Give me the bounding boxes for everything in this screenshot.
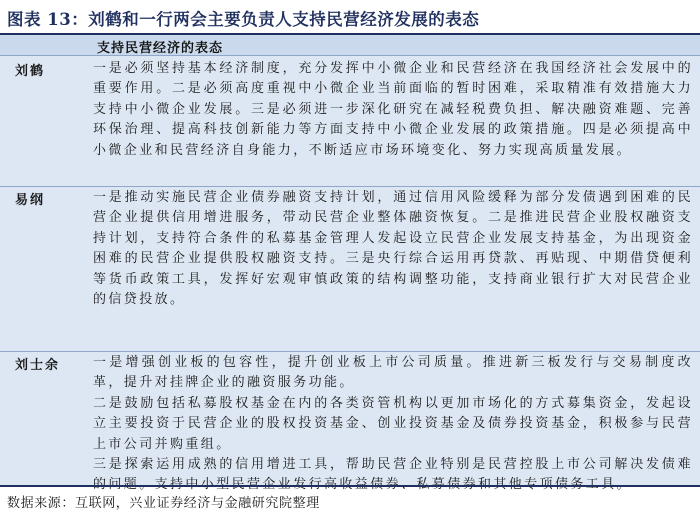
- figure-title: 图表 13：刘鹤和一行两会主要负责人支持民营经济发展的表态: [7, 10, 480, 29]
- row-paragraph: 一是增强创业板的包容性，提升创业板上市公司质量。推进新三板发行与交易制度改革，提升对挂牌企业的融资服务功能。: [93, 355, 693, 391]
- table-row: [0, 351, 700, 485]
- row-paragraph: 一是推动实施民营企业债券融资支持计划，通过信用风险缓释为部分发债遇到困难的民营企业提供信用增进服务，带动民营企业整体融资恢复。二是推进民营企业股权融资支持计划，支持符合条件的私募基金管理人发起设立民营企业发展支持基金，为出现资金困难的民营企业提供股权融资支持。三是央行综合运用再贷款、再贴现、中期借贷便利等货币政策工具，发挥好宏观审慎政策的结构调整功能，支持商业银行扩大对民营企业的信贷投放。: [93, 190, 693, 308]
- statements-table: [0, 35, 700, 485]
- row-content: [93, 353, 693, 496]
- header-label: 支持民营经济的表态: [97, 41, 224, 56]
- row-name: 刘士余: [15, 358, 61, 373]
- table-row: [0, 186, 700, 351]
- source-note: 数据来源：互联网，兴业证券经济与金融研究院整理: [7, 496, 320, 511]
- row-paragraph: 一是必须坚持基本经济制度，充分发挥中小微企业和民营经济在我国经济社会发展中的重要作用。二是必须高度重视中小微企业当前面临的暂时困难，采取精准有效措施大力支持中小微企业发展。三是必须进一步深化研究在减轻税费负担、解决融资难题、完善环保治理、提高科技创新能力等方面支持中小微企业发展的政策措施。四是必须提高中小微企业和民营经济自身能力，不断适应市场环境变化、努力实现高质量发展。: [93, 61, 693, 158]
- table-row: [0, 57, 700, 186]
- row-content: [93, 188, 693, 310]
- table-header: [0, 35, 700, 56]
- row-paragraph: 二是鼓励包括私募股权基金在内的各类资管机构以更加市场化的方式募集资金，发起设立主要投资于民营企业的股权投资基金、创业投资基金及债券投资基金，积极参与民营上市公司并购重组。: [93, 395, 693, 452]
- row-name: 刘鹤: [15, 64, 46, 79]
- row-paragraph: 三是探索运用成熟的信用增进工具，帮助民营企业特别是民营控股上市公司解决发债难: [93, 457, 693, 473]
- row-content: [93, 59, 693, 161]
- row-name: 易纲: [15, 193, 46, 208]
- bottom-rule: [0, 485, 700, 487]
